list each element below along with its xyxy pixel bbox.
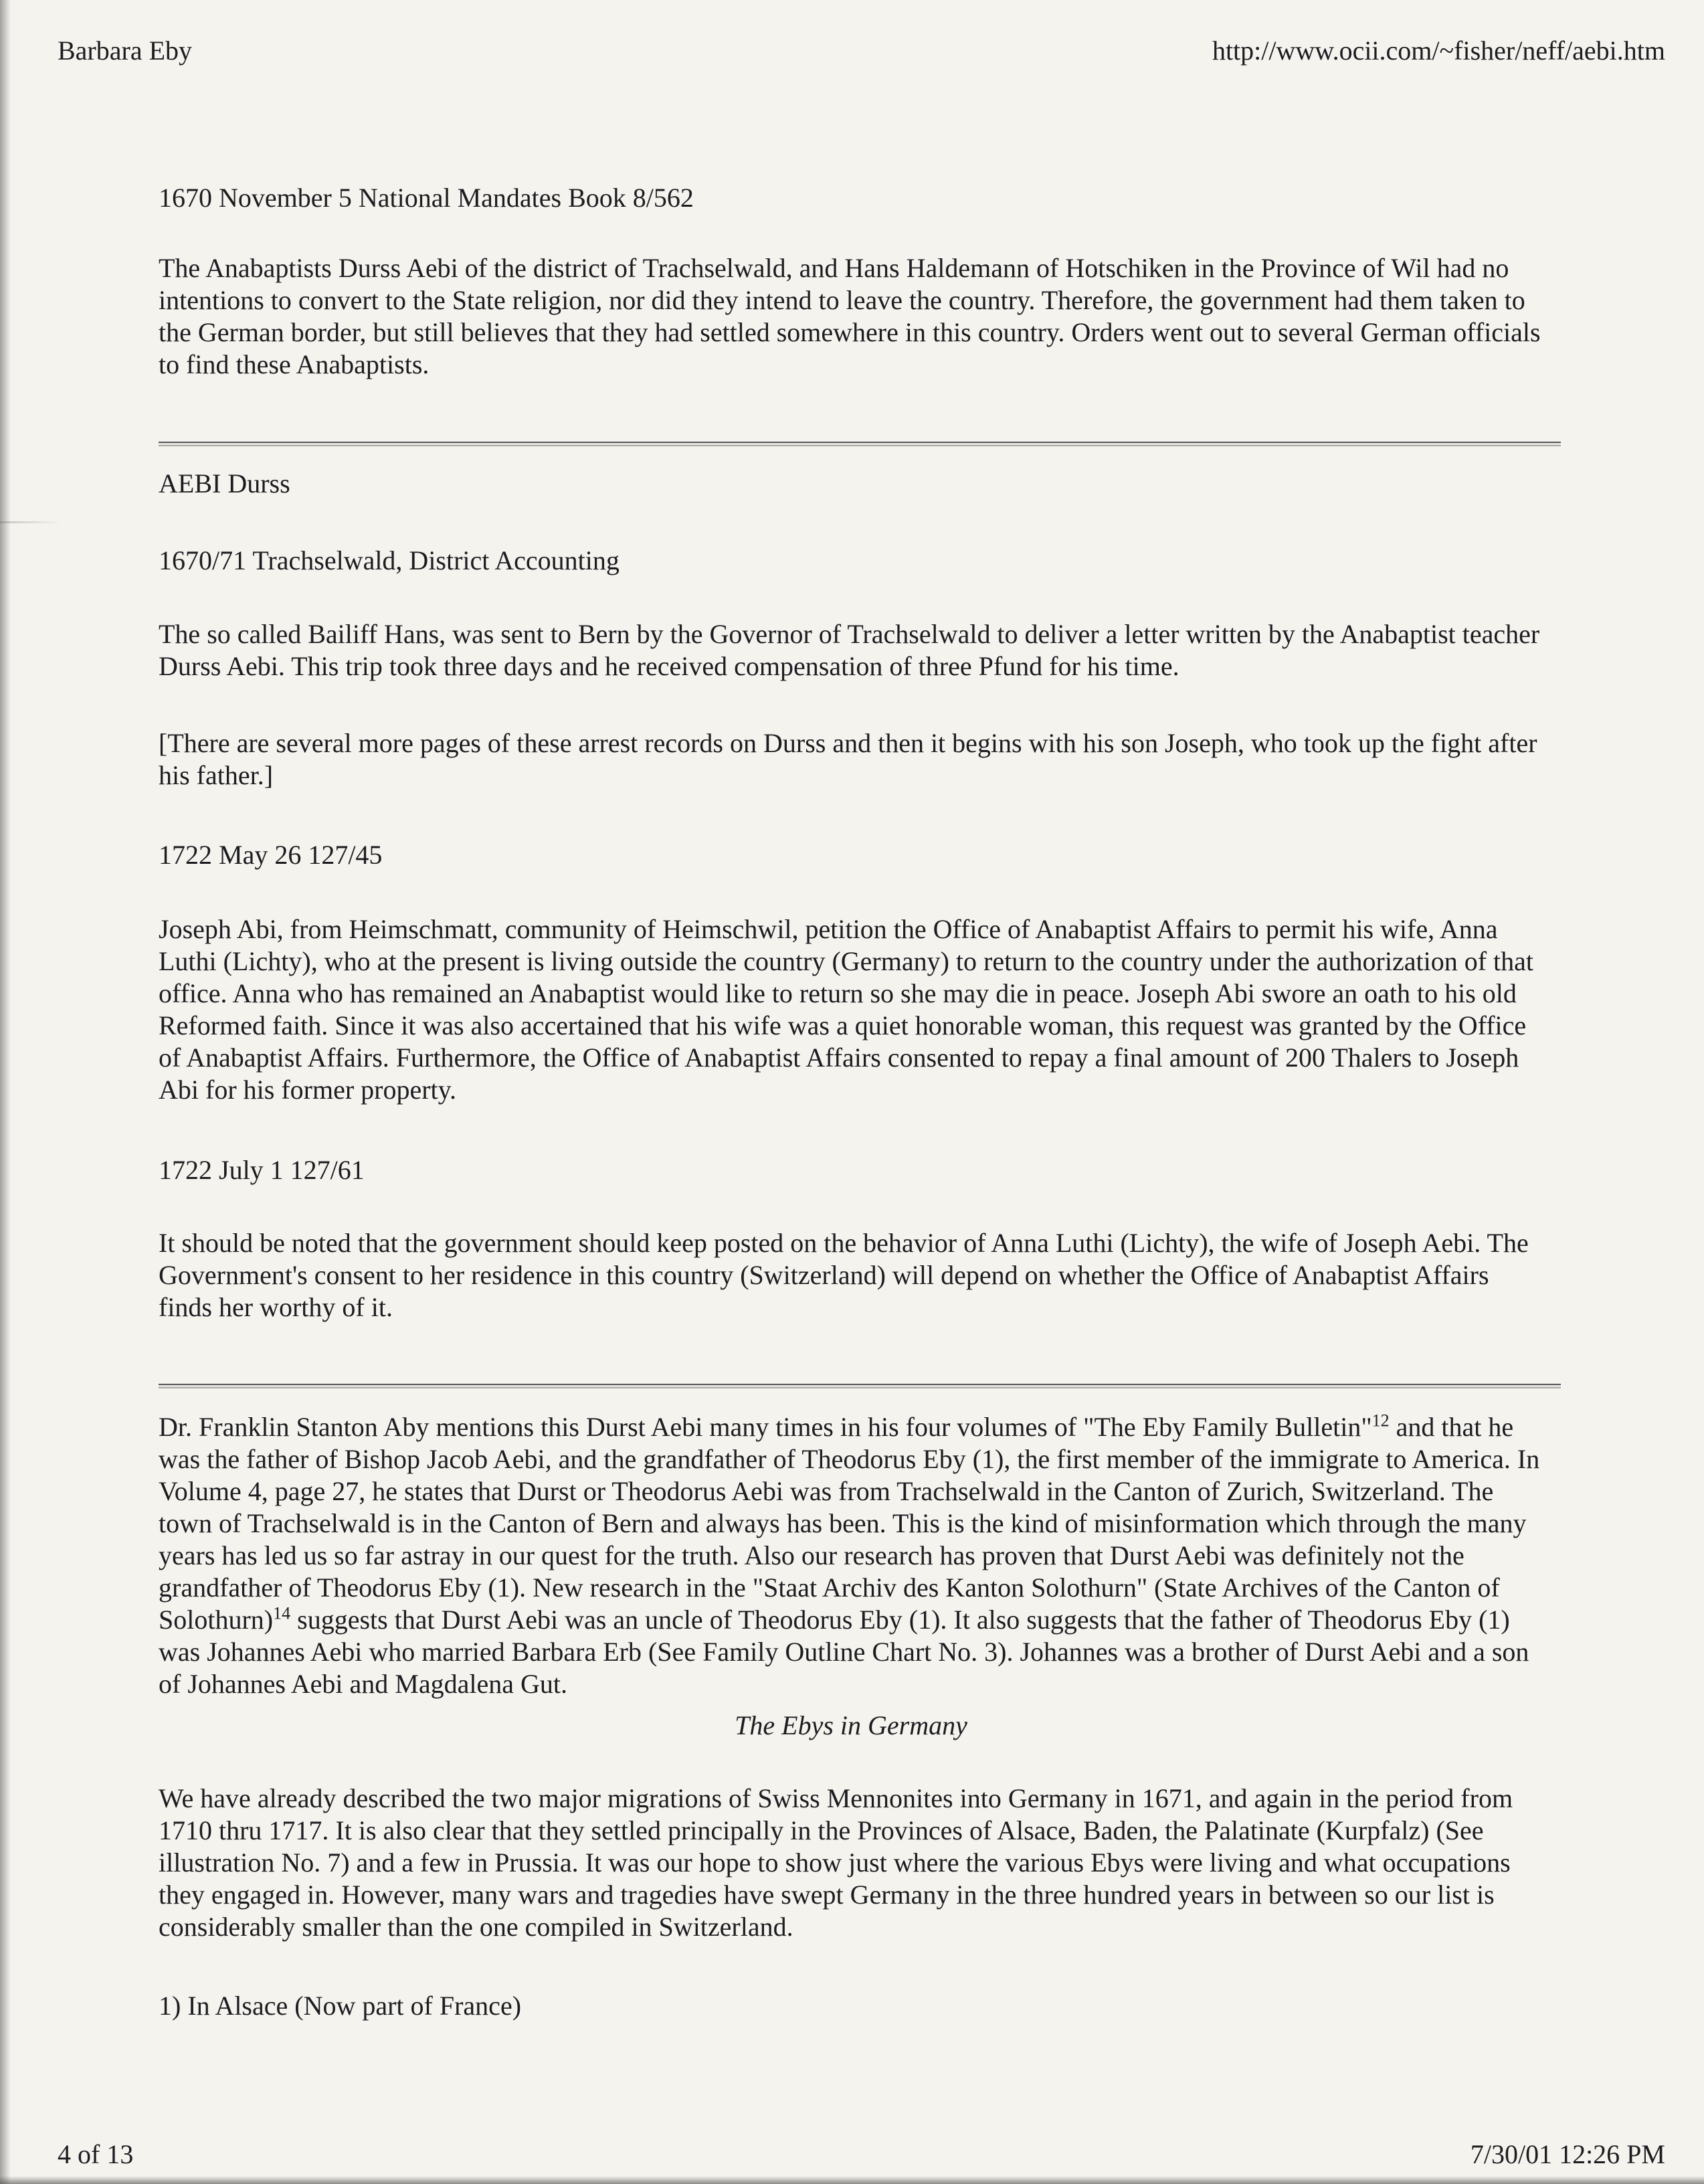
footnote-ref-12: 12 <box>1371 1410 1390 1431</box>
print-timestamp: 7/30/01 12:26 PM <box>1470 2139 1665 2169</box>
record-heading-1670-mandates: 1670 November 5 National Mandates Book 8/562 <box>159 183 694 213</box>
record-heading-trachselwald-accounting: 1670/71 Trachselwald, District Accounting <box>159 545 620 575</box>
list-item-alsace: 1) In Alsace (Now part of France) <box>159 1991 522 2021</box>
page-number: 4 of 13 <box>58 2139 134 2169</box>
record-body-anna-luthi: It should be noted that the government should keep posted on the behavior of Anna Luthi (Lichty), the wife of Joseph Aebi. The Government's consent to her residence in this country (Switzerland) will depend on whether the Office of Anabaptist Affairs finds her worthy of it. <box>159 1228 1529 1322</box>
print-footer <box>58 2138 1665 2171</box>
scan-edge-shadow-left <box>0 0 11 2184</box>
commentary-text-3: suggests that Durst Aebi was an uncle of Theodorus Eby (1). It also suggests that the father of Theodorus Eby (1) was Johannes Aebi who married Barbara Erb (See Family Outline Chart No. 3). Johannes was a brother of Durst Aebi and a son of Johannes Aebi and Magdalena Gut. <box>159 1605 1529 1699</box>
commentary-paragraph <box>159 1411 1543 1700</box>
footnote-ref-14: 14 <box>273 1603 291 1623</box>
section-divider-1 <box>159 442 1561 446</box>
subheading-ebys-in-germany: The Ebys in Germany <box>735 1710 967 1740</box>
record-heading-1722-may: 1722 May 26 127/45 <box>159 840 383 870</box>
commentary-text-1: Dr. Franklin Stanton Aby mentions this Durst Aebi many times in his four volumes of "The Eby Family Bulletin" <box>159 1412 1372 1442</box>
record-body-bailiff-hans: The so called Bailiff Hans, was sent to Bern by the Governor of Trachselwald to deliver a letter written by the Anabaptist teacher Durss Aebi. This trip took three days and he received compensation of three Pfund for his time. <box>159 619 1540 681</box>
scan-crease-mark <box>0 521 62 523</box>
commentary-text-2: and that he was the father of Bishop Jacob Aebi, and the grandfather of Theodorus Eby (1), the first member of the immigrate to America. In Volume 4, page 27, he states that Durst or Theodorus Aebi was from Trachselwald in the Canton of Zurich, Switzerland. The town of Trachselwald is in the Canton of Bern and always has been. This is the kind of misinformation which through the many years has led us so far astray in our quest for the truth. Also our research has proven that Durst Aebi was definitely not the grandfather of Theodorus Eby (1). New research in the "Staat Archiv des Kanton Solothurn" (State Archives of the Canton of Solothurn) <box>159 1412 1540 1635</box>
print-header <box>58 35 1665 67</box>
record-body-joseph-abi: Joseph Abi, from Heimschmatt, community of Heimschwil, petition the Office of Anabaptist Affairs to permit his wife, Anna Luthi (Lichty), who at the present is living outside the country (Germany) to return to the country under the authorization of that office. Anna who has remained an Anabaptist would like to return so she may die in peace. Joseph Abi swore an oath to his old Reformed faith. Since it was also accertained that his wife was a quiet honorable woman, this request was granted by the Office of Anabaptist Affairs. Furthermore, the Office of Anabaptist Affairs consented to repay a final amount of 200 Thalers to Joseph Abi for his former property. <box>159 914 1533 1105</box>
section-divider-2 <box>159 1384 1561 1388</box>
editor-note: [There are several more pages of these arrest records on Durss and then it begins with his son Joseph, who took up the fight after his father.] <box>159 728 1537 790</box>
header-source-url: http://www.ocii.com/~fisher/neff/aebi.htm <box>1212 35 1665 66</box>
scan-edge-shadow-bottom <box>0 2176 1704 2184</box>
section-name-aebi-durss: AEBI Durss <box>159 468 290 498</box>
migration-paragraph: We have already described the two major migrations of Swiss Mennonites into Germany in 1671, and again in the period from 1710 thru 1717. It is also clear that they settled principally in the Provinces of Alsace, Baden, the Palatinate (Kurpfalz) (See illustration No. 7) and a few in Prussia. It was our hope to show just where the various Ebys were living and what occupations they engaged in. However, many wars and tragedies have swept Germany in the three hundred years in between so our list is considerably smaller than the one compiled in Switzerland. <box>159 1783 1513 1942</box>
record-body-1670-mandates: The Anabaptists Durss Aebi of the district of Trachselwald, and Hans Haldemann of Hotschiken in the Province of Wil had no intentions to convert to the State religion, nor did they intend to leave the country. Therefore, the government had them taken to the German border, but still believes that they had settled somewhere in this country. Orders went out to several German officials to find these Anabaptists. <box>159 253 1541 379</box>
header-author: Barbara Eby <box>58 35 193 66</box>
record-heading-1722-july: 1722 July 1 127/61 <box>159 1155 365 1185</box>
